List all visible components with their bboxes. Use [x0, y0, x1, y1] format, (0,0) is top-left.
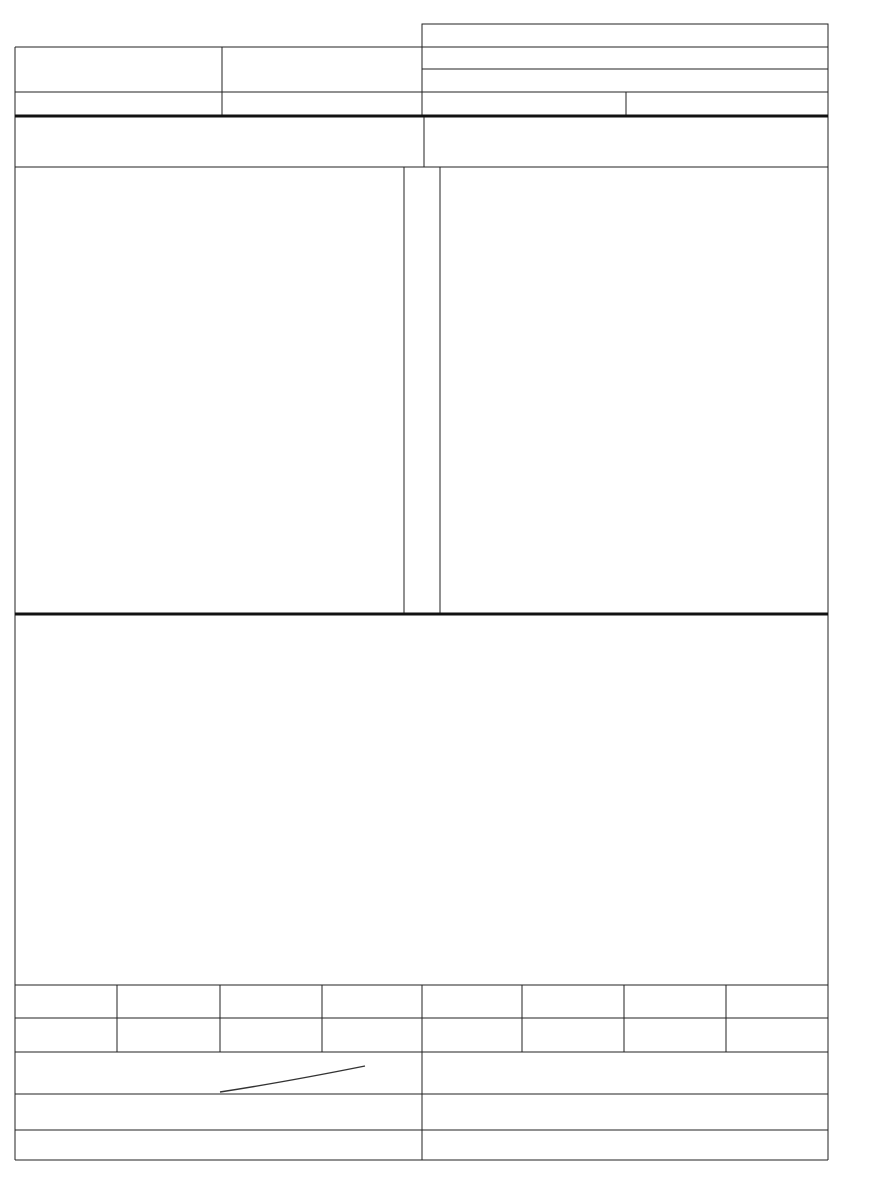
- signature-stroke: [215, 1060, 375, 1100]
